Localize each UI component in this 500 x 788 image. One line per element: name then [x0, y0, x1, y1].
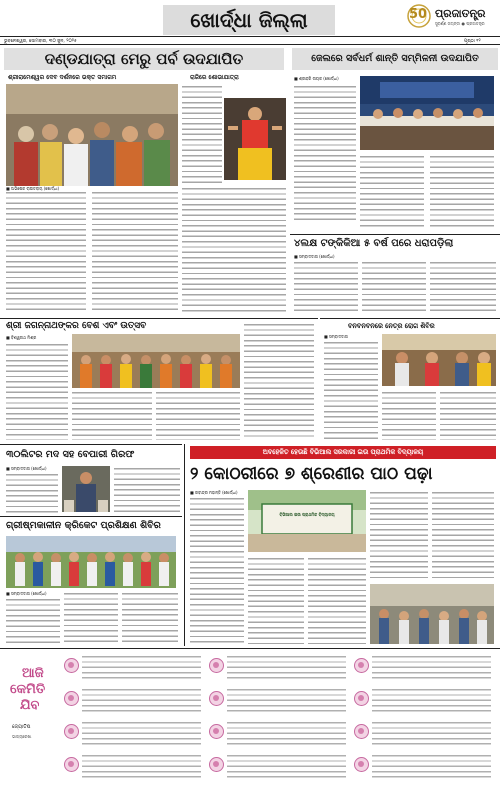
zodiac-icon	[64, 658, 79, 673]
cricket-team-photo	[6, 536, 176, 588]
zodiac-icon	[64, 724, 79, 739]
headline: ୩୦ଲିଟର ମଦ ସହ ବେପାରୀ ଗିରଫ	[6, 449, 135, 460]
divider	[0, 318, 318, 319]
page-label: ପୃଷ୍ଠା ୧୨	[464, 39, 481, 44]
masthead-bottom-rule	[0, 44, 500, 45]
zodiac-text	[372, 720, 491, 748]
zodiac-text	[227, 753, 346, 781]
divider	[0, 444, 182, 445]
sub-headline-right: ରାଜିରେ ଶୋଭାଯାତ୍ରା	[190, 74, 239, 81]
story-dandajatra	[0, 46, 288, 316]
library-col-2	[382, 390, 436, 440]
horoscope-title-3: ଯିବ	[20, 698, 40, 713]
zodiac-icon	[209, 691, 224, 706]
jagannath-col-1	[6, 342, 68, 440]
zodiac-text	[82, 654, 201, 682]
byline: ■ ସମ୍ବାଦଦାତା (ଖୋର୍ଦ୍ଧା)	[6, 466, 47, 471]
jagannath-col-2	[72, 390, 152, 440]
headline: ବନବନବନରେ ନେତ୍ର ରୋଗ ଶିବିର	[348, 322, 435, 330]
dandajatra-col-3	[182, 84, 222, 184]
story-library	[320, 318, 500, 442]
kicker: ଅବହେଳିତ ହେଉଛି ବିଭିଆଲ ସରକାରୀ ଇଉ ପ୍ରାଥମିକ ବିଦ୍ୟାଳୟ	[262, 448, 424, 456]
shanti-col-2	[360, 154, 424, 230]
cricket-col-2	[64, 591, 118, 645]
school-board-text: ବିଭିଆଲ ଇଉ ପ୍ରାଥମିକ ବିଦ୍ୟାଳୟ	[279, 512, 335, 517]
logo-text: ପ୍ରଜାତନ୍ତ୍ର	[435, 7, 486, 20]
byline: ■ ରବୀନ୍ଦ୍ର ମହାନ୍ତି (ଖୋର୍ଦ୍ଧା)	[190, 490, 238, 495]
story-shanti	[290, 46, 500, 234]
dhara-col-1	[294, 260, 358, 314]
school-col-2	[248, 556, 304, 644]
logo-tagline: ସୁବର୍ଣ୍ଣ ଜୟନ୍ତୀ ● ପ୍ରଜାତନ୍ତ୍ର	[435, 21, 485, 26]
zodiac-text	[82, 687, 201, 715]
logo-number: 50	[409, 7, 428, 22]
procession-photo	[6, 84, 178, 186]
zodiac-text	[372, 687, 491, 715]
school-board-photo	[248, 490, 366, 552]
headline: ଶ୍ରୀ ଜଗନ୍ନାଥଙ୍କର ବେଶ ଏବଂ ଉତ୍ସବ	[6, 321, 147, 331]
zodiac-icon	[354, 757, 369, 772]
zodiac-icon	[64, 757, 79, 772]
shanti-col-1	[294, 84, 356, 224]
cricket-col-1	[6, 597, 60, 645]
byline: ■ ଶ୍ରୀହରି ନାୟକ (ଖୋର୍ଦ୍ଧା)	[294, 76, 339, 81]
masthead	[0, 0, 500, 44]
zodiac-text	[227, 654, 346, 682]
divider	[0, 516, 182, 517]
story-jagannath	[0, 318, 318, 442]
school-col-3	[308, 556, 366, 644]
school-col-5	[432, 490, 494, 580]
school-col-1	[190, 496, 244, 644]
dhara-col-2	[362, 260, 426, 314]
classroom-photo	[370, 584, 494, 644]
conference-photo	[360, 76, 494, 150]
dandajatra-col-1	[6, 190, 86, 314]
shanti-col-3	[430, 154, 494, 230]
zodiac-text	[227, 720, 346, 748]
horoscope-title-1: ଆଜି	[22, 666, 44, 681]
dandajatra-col-2	[92, 190, 178, 314]
byline: ■ ସମ୍ବାଦଦାତା	[324, 334, 348, 339]
headline: ଦଣ୍ଡଯାତ୍ରା ମେରୁ ପର୍ବ ଉଦଯାପିତ	[44, 50, 244, 68]
library-col-1	[324, 340, 378, 440]
sub-headline-left: ଶ୍ରୀରାମେଶ୍ୱର ଦେବ ଦର୍ଶନରେ ଭକ୍ତ ସମାଗମ	[8, 74, 117, 81]
library-col-3	[440, 390, 496, 440]
divider	[0, 648, 500, 649]
zodiac-icon	[209, 757, 224, 772]
headline: ଗ୍ରୀଷ୍ମକାଳୀନ କ୍ରିକେଟ ପ୍ରଶିକ୍ଷଣ ଶିବିର	[6, 520, 161, 531]
zodiac-text	[372, 654, 491, 682]
dandajatra-col-4	[182, 186, 286, 314]
byline: ■ ବିଶ୍ୱନାଥ ମିଶ୍ର	[6, 335, 37, 340]
divider	[290, 234, 500, 235]
headline: ୪ଲକ୍ଷ ଟଙ୍କିକିଆ ୫ ବର୍ଷ ପରେ ଧରାପଡ଼ିଲା	[294, 238, 454, 249]
zodiac-text	[227, 687, 346, 715]
liquor-col-2	[114, 466, 180, 514]
horoscope-author: ଜ୍ୟୋତିଷ	[12, 724, 31, 730]
logo	[405, 3, 497, 33]
jagannath-col-3	[156, 390, 240, 440]
masthead-top-rule	[0, 36, 500, 37]
divider	[320, 318, 500, 319]
school-col-4	[370, 490, 428, 580]
horoscope-title-2: କେମିତି	[10, 682, 46, 697]
story-liquor	[0, 444, 182, 516]
zodiac-icon	[354, 724, 369, 739]
cricket-col-3	[122, 591, 178, 645]
headline: ଜେଲରେ ସର୍ବଧର୍ମ ଶାନ୍ତି ସମ୍ମିଳନୀ ଉଦଯାପିତ	[311, 53, 479, 64]
arrest-photo	[62, 466, 110, 512]
section-title: ଖୋର୍ଦ୍ଧା ଜିଲ୍ଲା	[190, 8, 308, 32]
zodiac-icon	[354, 658, 369, 673]
horoscope-sub: ଭାଗ୍ୟରେଖା	[12, 734, 32, 739]
zodiac-icon	[209, 658, 224, 673]
dancer-photo	[224, 98, 286, 180]
byline: ■ ଅଭିଷେକ ରାଉତରାୟ (ଖୋର୍ଦ୍ଧା)	[6, 186, 60, 191]
story-dhara	[290, 234, 500, 316]
story-school	[184, 444, 500, 646]
divider-vertical	[184, 444, 185, 646]
story-cricket	[0, 516, 182, 646]
byline: ■ ସମ୍ବାଦଦାତା (ଖୋର୍ଦ୍ଧା)	[294, 254, 335, 259]
headline: ୨ କୋଠରୀରେ ୭ ଶ୍ରେଣୀର ପାଠ ପଢ଼ା	[190, 464, 433, 484]
jagannath-col-4	[244, 322, 314, 440]
liquor-col-1	[6, 472, 58, 514]
horoscope-strip	[0, 648, 500, 788]
dateline: ଭୁବନେଶ୍ୱର, ସୋମବାର, ୩୦ ଜୁନ, ୨୦୨୫	[4, 39, 77, 44]
eye-camp-photo	[382, 334, 496, 386]
zodiac-text	[372, 753, 491, 781]
dhara-col-3	[430, 260, 496, 314]
zodiac-icon	[64, 691, 79, 706]
zodiac-text	[82, 753, 201, 781]
zodiac-icon	[209, 724, 224, 739]
zodiac-grid	[62, 652, 498, 784]
zodiac-text	[82, 720, 201, 748]
temple-crowd-photo	[72, 334, 240, 388]
byline: ■ ସମ୍ବାଦଦାତା (ଖୋର୍ଦ୍ଧା)	[6, 591, 47, 596]
zodiac-icon	[354, 691, 369, 706]
